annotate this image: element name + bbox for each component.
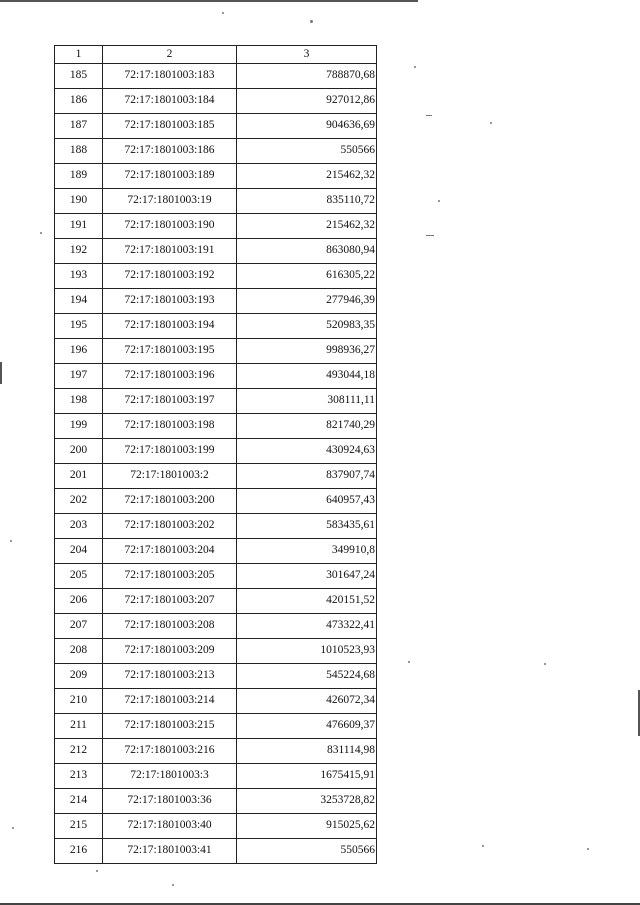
- row-number-cell: 199: [55, 414, 103, 439]
- cadastral-value-cell: 640957,43: [237, 489, 377, 514]
- row-number-cell: 200: [55, 439, 103, 464]
- cadastral-value-cell: 904636,69: [237, 114, 377, 139]
- cadastral-number-cell: 72:17:1801003:19: [103, 189, 237, 214]
- cadastral-value-cell: 1010523,93: [237, 639, 377, 664]
- scan-speck: [544, 663, 546, 665]
- table-row: [55, 389, 377, 414]
- cadastral-number-cell: 72:17:1801003:186: [103, 139, 237, 164]
- table-row: [55, 564, 377, 589]
- cadastral-number-cell: 72:17:1801003:196: [103, 364, 237, 389]
- cadastral-value-cell: 476609,37: [237, 714, 377, 739]
- row-number-cell: 202: [55, 489, 103, 514]
- table-row: [55, 139, 377, 164]
- table-row: [55, 539, 377, 564]
- table-row: [55, 789, 377, 814]
- scan-speck: [587, 848, 589, 850]
- row-number-cell: 204: [55, 539, 103, 564]
- cadastral-number-cell: 72:17:1801003:208: [103, 614, 237, 639]
- table-row: [55, 114, 377, 139]
- table-row: [55, 739, 377, 764]
- cadastral-value-cell: 493044,18: [237, 364, 377, 389]
- cadastral-value-cell: 520983,35: [237, 314, 377, 339]
- cadastral-value-cell: 915025,62: [237, 814, 377, 839]
- column-header-3: 3: [237, 46, 377, 64]
- row-number-cell: 198: [55, 389, 103, 414]
- row-number-cell: 205: [55, 564, 103, 589]
- cadastral-number-cell: 72:17:1801003:216: [103, 739, 237, 764]
- scan-speck: [96, 870, 98, 872]
- table-row: [55, 439, 377, 464]
- cadastral-number-cell: 72:17:1801003:198: [103, 414, 237, 439]
- row-number-cell: 189: [55, 164, 103, 189]
- table-row: [55, 189, 377, 214]
- row-number-cell: 214: [55, 789, 103, 814]
- row-number-cell: 207: [55, 614, 103, 639]
- table-row: [55, 214, 377, 239]
- cadastral-value-cell: 550566: [237, 139, 377, 164]
- cadastral-value-cell: 831114,98: [237, 739, 377, 764]
- cadastral-value-cell: 301647,24: [237, 564, 377, 589]
- cadastral-value-cell: 927012,86: [237, 89, 377, 114]
- cadastral-number-cell: 72:17:1801003:183: [103, 64, 237, 89]
- table-row: [55, 264, 377, 289]
- scan-edge-mark: [0, 362, 2, 384]
- row-number-cell: 212: [55, 739, 103, 764]
- cadastral-value-cell: 583435,61: [237, 514, 377, 539]
- row-number-cell: 187: [55, 114, 103, 139]
- row-number-cell: 191: [55, 214, 103, 239]
- cadastral-value-cell: 426072,34: [237, 689, 377, 714]
- scan-speck: [310, 20, 313, 23]
- cadastral-value-cell: 550566: [237, 839, 377, 864]
- row-number-cell: 196: [55, 339, 103, 364]
- row-number-cell: 211: [55, 714, 103, 739]
- cadastral-number-cell: 72:17:1801003:194: [103, 314, 237, 339]
- row-number-cell: 203: [55, 514, 103, 539]
- row-number-cell: 194: [55, 289, 103, 314]
- row-number-cell: 209: [55, 664, 103, 689]
- cadastral-number-cell: 72:17:1801003:209: [103, 639, 237, 664]
- scan-speck: [426, 235, 434, 236]
- cadastral-value-cell: 215462,32: [237, 214, 377, 239]
- cadastral-number-cell: 72:17:1801003:199: [103, 439, 237, 464]
- row-number-cell: 197: [55, 364, 103, 389]
- cadastral-number-cell: 72:17:1801003:2: [103, 464, 237, 489]
- row-number-cell: 192: [55, 239, 103, 264]
- row-number-cell: 216: [55, 839, 103, 864]
- cadastral-value-table: [54, 45, 377, 864]
- cadastral-value-cell: 430924,63: [237, 439, 377, 464]
- cadastral-number-cell: 72:17:1801003:200: [103, 489, 237, 514]
- row-number-cell: 190: [55, 189, 103, 214]
- table-row: [55, 814, 377, 839]
- cadastral-number-cell: 72:17:1801003:41: [103, 839, 237, 864]
- table-row: [55, 689, 377, 714]
- cadastral-number-cell: 72:17:1801003:204: [103, 539, 237, 564]
- table-row: [55, 464, 377, 489]
- table-row: [55, 89, 377, 114]
- table-row: [55, 664, 377, 689]
- table-row: [55, 314, 377, 339]
- column-header-2: 2: [103, 46, 237, 64]
- cadastral-value-cell: 3253728,82: [237, 789, 377, 814]
- cadastral-value-cell: 835110,72: [237, 189, 377, 214]
- table-row: [55, 589, 377, 614]
- scan-speck: [408, 661, 410, 663]
- table-row: [55, 839, 377, 864]
- row-number-cell: 186: [55, 89, 103, 114]
- top-scan-rule: [0, 0, 418, 2]
- row-number-cell: 210: [55, 689, 103, 714]
- cadastral-value-cell: 277946,39: [237, 289, 377, 314]
- cadastral-value-cell: 473322,41: [237, 614, 377, 639]
- scan-speck: [10, 540, 12, 542]
- scan-speck: [40, 232, 42, 234]
- cadastral-number-cell: 72:17:1801003:36: [103, 789, 237, 814]
- cadastral-number-cell: 72:17:1801003:193: [103, 289, 237, 314]
- cadastral-value-cell: 215462,32: [237, 164, 377, 189]
- cadastral-value-cell: 308111,11: [237, 389, 377, 414]
- cadastral-number-cell: 72:17:1801003:197: [103, 389, 237, 414]
- row-number-cell: 188: [55, 139, 103, 164]
- scan-speck: [172, 884, 174, 886]
- cadastral-value-cell: 863080,94: [237, 239, 377, 264]
- row-number-cell: 193: [55, 264, 103, 289]
- table-row: [55, 764, 377, 789]
- cadastral-number-cell: 72:17:1801003:202: [103, 514, 237, 539]
- table-row: [55, 164, 377, 189]
- scan-speck: [414, 66, 416, 68]
- cadastral-value-cell: 1675415,91: [237, 764, 377, 789]
- cadastral-number-cell: 72:17:1801003:3: [103, 764, 237, 789]
- cadastral-value-cell: 788870,68: [237, 64, 377, 89]
- cadastral-number-cell: 72:17:1801003:207: [103, 589, 237, 614]
- cadastral-value-cell: 616305,22: [237, 264, 377, 289]
- scan-speck: [426, 115, 432, 116]
- scan-speck: [222, 12, 224, 14]
- cadastral-number-cell: 72:17:1801003:192: [103, 264, 237, 289]
- scan-speck: [482, 845, 484, 847]
- row-number-cell: 201: [55, 464, 103, 489]
- cadastral-number-cell: 72:17:1801003:40: [103, 814, 237, 839]
- scan-speck: [490, 122, 492, 124]
- table-body: [55, 64, 377, 864]
- row-number-cell: 208: [55, 639, 103, 664]
- column-header-1: 1: [55, 46, 103, 64]
- table-row: [55, 239, 377, 264]
- cadastral-number-cell: 72:17:1801003:189: [103, 164, 237, 189]
- header-row: [55, 46, 377, 64]
- cadastral-number-cell: 72:17:1801003:215: [103, 714, 237, 739]
- scan-speck: [12, 827, 14, 829]
- cadastral-number-cell: 72:17:1801003:213: [103, 664, 237, 689]
- table-header: [55, 46, 377, 64]
- scan-speck: [438, 200, 440, 202]
- table-row: [55, 289, 377, 314]
- cadastral-value-cell: 821740,29: [237, 414, 377, 439]
- cadastral-number-cell: 72:17:1801003:184: [103, 89, 237, 114]
- cadastral-value-cell: 349910,8: [237, 539, 377, 564]
- cadastral-number-cell: 72:17:1801003:195: [103, 339, 237, 364]
- cadastral-value-cell: 545224,68: [237, 664, 377, 689]
- row-number-cell: 195: [55, 314, 103, 339]
- cadastral-value-cell: 998936,27: [237, 339, 377, 364]
- table-row: [55, 64, 377, 89]
- row-number-cell: 206: [55, 589, 103, 614]
- cadastral-number-cell: 72:17:1801003:191: [103, 239, 237, 264]
- table-row: [55, 364, 377, 389]
- table-row: [55, 489, 377, 514]
- row-number-cell: 215: [55, 814, 103, 839]
- cadastral-number-cell: 72:17:1801003:185: [103, 114, 237, 139]
- cadastral-number-cell: 72:17:1801003:214: [103, 689, 237, 714]
- table-row: [55, 714, 377, 739]
- cadastral-value-cell: 420151,52: [237, 589, 377, 614]
- cadastral-number-cell: 72:17:1801003:190: [103, 214, 237, 239]
- table-row: [55, 414, 377, 439]
- table-row: [55, 339, 377, 364]
- row-number-cell: 185: [55, 64, 103, 89]
- cadastral-number-cell: 72:17:1801003:205: [103, 564, 237, 589]
- row-number-cell: 213: [55, 764, 103, 789]
- table-row: [55, 639, 377, 664]
- table-row: [55, 514, 377, 539]
- table-row: [55, 614, 377, 639]
- cadastral-value-cell: 837907,74: [237, 464, 377, 489]
